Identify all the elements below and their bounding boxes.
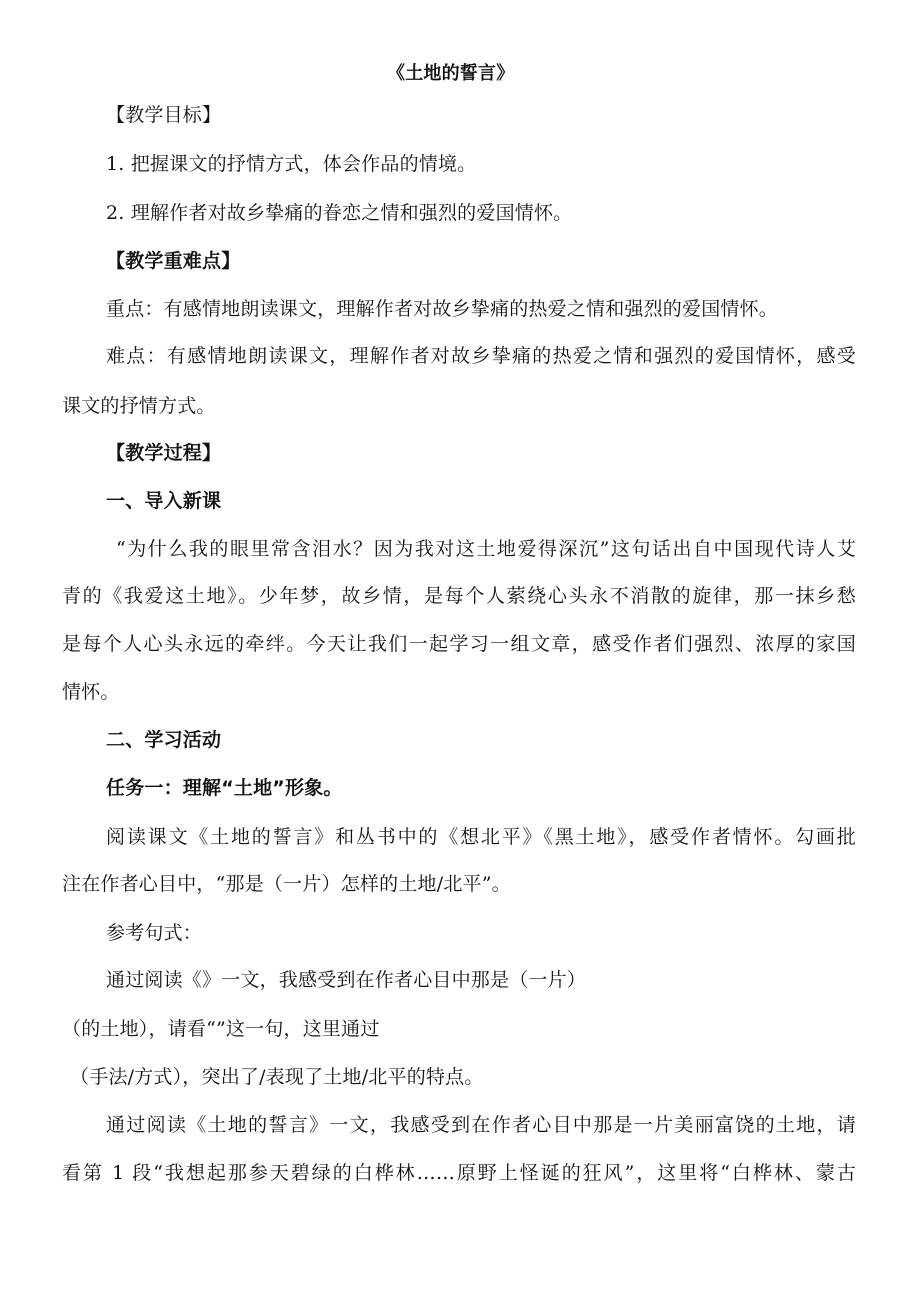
intro-line-2: 青的《我爱这土地》。少年梦，故乡情，是每个人萦绕心头永不消散的旋律，那一抹乡愁 <box>62 585 856 607</box>
task-1-line-1: 阅读课文《土地的誓言》和丛书中的《想北平》《黑土地》，感受作者情怀。勾画批 <box>106 826 856 848</box>
template-line-1: 通过阅读《》一文，我感受到在作者心目中那是（一片） <box>106 969 587 991</box>
task-1-line-2: 注在作者心目中，“那是（一片）怎样的土地/北平”。 <box>62 873 511 895</box>
process-heading: 【教学过程】 <box>106 442 222 464</box>
key-point-text: 重点：有感情地朗读课文，理解作者对故乡挚痛的热爱之情和强烈的爱国情怀。 <box>106 298 779 320</box>
objectives-heading: 【教学目标】 <box>106 104 222 126</box>
document-title: 《土地的誓言》 <box>387 63 515 84</box>
section-1-heading: 一、导入新课 <box>106 490 222 512</box>
difficult-point-line-2: 课文的抒情方式。 <box>62 395 216 417</box>
example-line-1: 通过阅读《土地的誓言》一文，我感受到在作者心目中那是一片美丽富饶的土地，请 <box>106 1114 856 1136</box>
template-line-3: （手法/方式），突出了/表现了土地/北平的特点。 <box>70 1066 484 1088</box>
objective-2: 2. 理解作者对故乡挚痛的眷恋之情和强烈的爱国情怀。 <box>106 202 573 224</box>
intro-line-1: “为什么我的眼里常含泪水？因为我对这土地爱得深沉”这句话出自中国现代诗人艾 <box>116 538 856 560</box>
intro-line-4: 情怀。 <box>62 681 120 703</box>
reference-label: 参考句式： <box>106 922 203 944</box>
intro-line-3: 是每个人心头永远的牵绊。今天让我们一起学习一组文章，感受作者们强烈、浓厚的家国 <box>62 633 856 655</box>
task-1-heading: 任务一：理解“土地”形象。 <box>106 777 343 799</box>
template-line-2: （的土地），请看“”这一句，这里通过 <box>62 1018 380 1040</box>
section-2-heading: 二、学习活动 <box>106 729 222 751</box>
key-points-heading: 【教学重难点】 <box>106 250 241 272</box>
objective-1: 1. 把握课文的抒情方式，体会作品的情境。 <box>106 153 477 175</box>
example-line-2: 看第 1 段“我想起那参天碧绿的白桦林……原野上怪诞的狂风”，这里将“白桦林、蒙古 <box>62 1162 856 1184</box>
difficult-point-line-1: 难点：有感情地朗读课文，理解作者对故乡挚痛的热爱之情和强烈的爱国情怀，感受 <box>106 345 856 367</box>
